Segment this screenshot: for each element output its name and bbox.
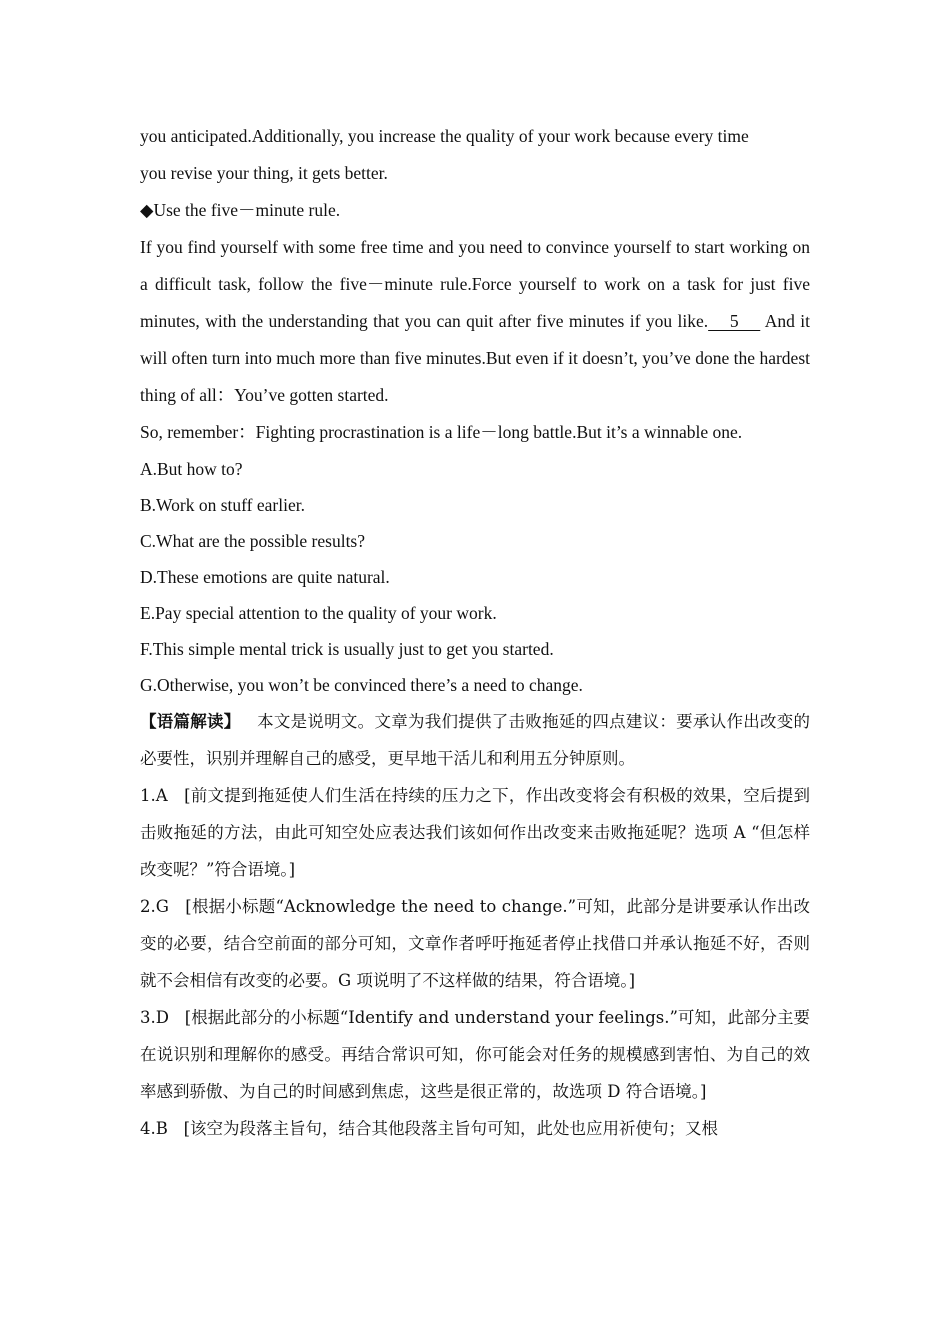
analysis-paragraph [140,703,810,777]
option-item: C.What are the possible results? [140,531,366,551]
diamond-bullet-icon: ◆ [140,200,154,220]
answer-number: 1.A [140,786,168,805]
answer-explanation [140,888,810,999]
analysis-text: 本文是说明文。文章为我们提供了击败拖延的四点建议：要承认作出改变的必要性，识别并理解自己的感受，更早地干活儿和利用五分钟原则。 [140,712,810,768]
answer-text: [前文提到拖延使人们生活在持续的压力之下，作出改变将会有积极的效果，空后提到击败拖延的方法，由此可知空处应表达我们该如何作出改变来击败拖延呢？选项 A “但怎样改变呢？”符合语境。] [140,786,810,879]
passage-text: If you find yourself with some free time and you need to convince yourself to start working on a difficult task, follow the five－minute rule.Force yourself to work on a task for just five minutes, with the understanding that you can quit after five minutes if you like. [140,237,810,331]
option-item: B.Work on stuff earlier. [140,495,305,515]
answer-number: 4.B [140,1119,168,1138]
option-item: G.Otherwise, you won’t be convinced there’s a need to change. [140,675,583,695]
passage-line: you revise your thing, it gets better. [140,163,388,183]
analysis-label: 【语篇解读】 [140,712,241,731]
passage-paragraph [140,229,810,414]
option-item: D.These emotions are quite natural. [140,567,390,587]
option-item: E.Pay special attention to the quality of your work. [140,603,497,623]
answer-explanation [140,777,810,888]
passage-closing: So, remember：Fighting procrastination is a life－long battle.But it’s a winnable one. [140,422,743,442]
answer-number: 3.D [140,1008,169,1027]
answer-text: [根据此部分的小标题“Identify and understand your feelings.”可知，此部分主要在说识别和理解你的感受。再结合常识可知，你可能会对任务的规模感到害怕、为自己的效率感到骄傲、为自己的时间感到焦虑，这些是很正常的，故选项 D 符合语境。] [140,1008,810,1101]
option-item: A.But how to? [140,459,243,479]
answer-text: [根据小标题“Acknowledge the need to change.”可知，此部分是讲要承认作出改变的必要，结合空前面的部分可知，文章作者呼吁拖延者停止找借口并承认拖延不好，否则就不会相信有改变的必要。G 项说明了不这样做的结果，符合语境。] [140,897,810,990]
answer-text: [该空为段落主旨句，结合其他段落主旨句可知，此处也应用祈使句；又根 [183,1119,719,1138]
answer-number: 2.G [140,897,169,916]
options-list [140,451,810,703]
answer-explanation [140,999,810,1110]
answer-explanation [140,1110,810,1147]
answer-blank-5: 5 [708,311,761,331]
section-heading [140,192,810,229]
option-item: F.This simple mental trick is usually just to get you started. [140,639,554,659]
section-heading-text: Use the five－minute rule. [153,200,341,220]
passage-text: And it will often turn into much more than five minutes.But even if it doesn’t, you’ve done the hardest thing of all：You’ve gotten started. [140,311,811,405]
passage-line: you anticipated.Additionally, you increase the quality of your work because every time [140,126,749,146]
document-page [140,118,810,1147]
